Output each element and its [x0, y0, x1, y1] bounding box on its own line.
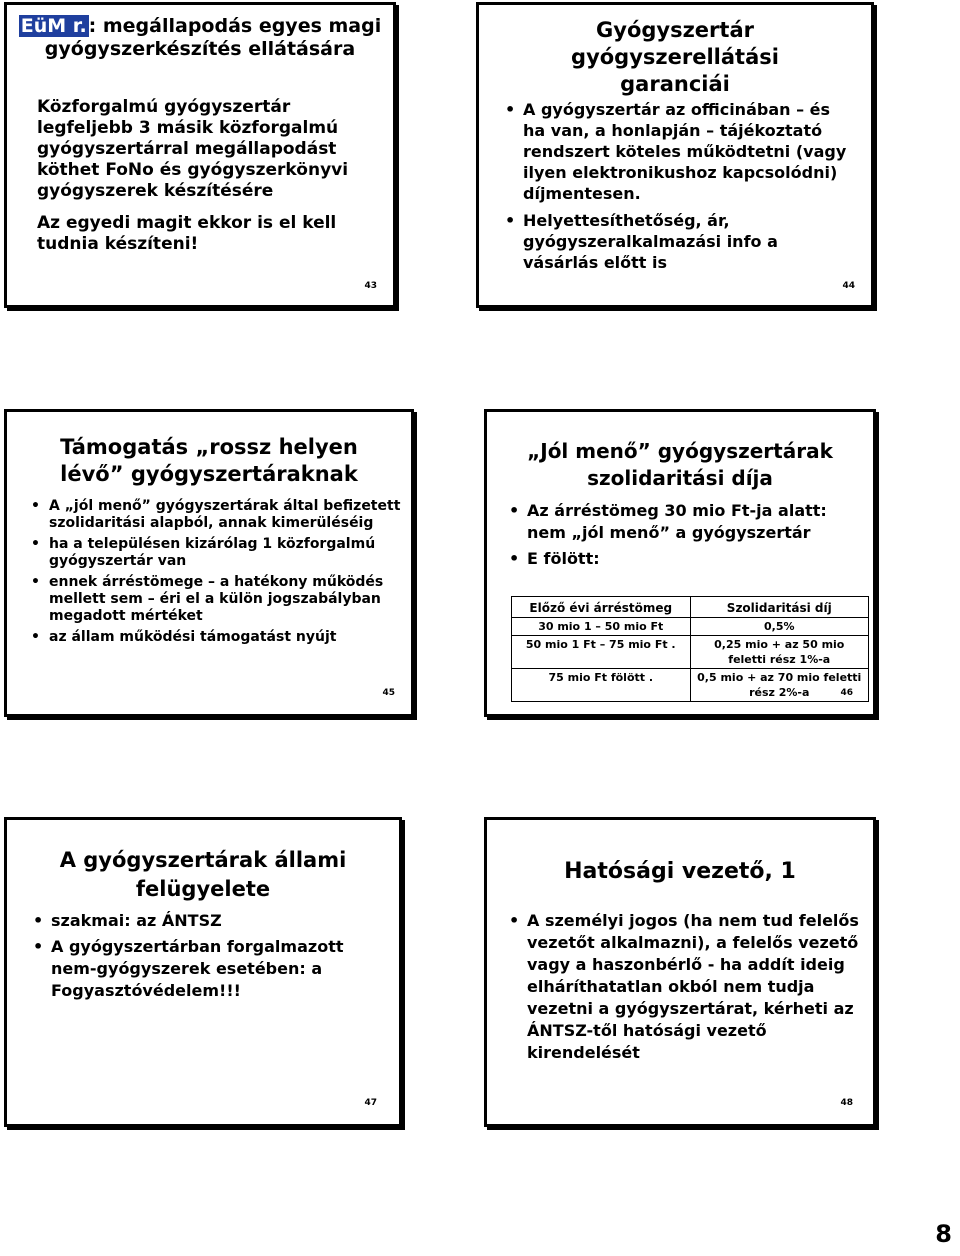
- page-number: 8: [935, 1220, 952, 1248]
- bullet-list: [505, 910, 859, 1064]
- table-row: [512, 636, 869, 669]
- slide-44: [476, 2, 874, 308]
- table-row: [512, 618, 869, 636]
- table-cell: 30 mio 1 – 50 mio Ft: [512, 618, 691, 636]
- slide-title: Támogatás „rossz helyen lévő” gyógyszertáraknak: [60, 435, 358, 486]
- slide-45: [4, 409, 414, 717]
- slide-47: [4, 817, 402, 1127]
- slide-body: Közforgalmú gyógyszertár legfeljebb 3 másik közforgalmú gyógyszertárral megállapodást köthet FoNo és gyógyszerkönyvi gyógyszerek készítésére: [37, 97, 349, 201]
- table-cell: 0,5%: [690, 618, 869, 636]
- list-item: • A gyógyszertárban forgalmazott nem-gyógyszerek esetében: a Fogyasztóvédelem!!!: [29, 936, 385, 1002]
- list-item: • szakmai: az ÁNTSZ: [29, 910, 385, 932]
- table-cell: 50 mio 1 Ft – 75 mio Ft .: [512, 636, 691, 669]
- list-item: • ennek árréstömege – a hatékony működés mellett sem – éri el a külön jogszabályban megadott mértéket: [27, 574, 401, 625]
- title-rest: : megállapodás egyes magi gyógyszerkészítés ellátására: [44, 15, 382, 60]
- slide-title: Gyógyszertár gyógyszerellátási garanciái: [571, 18, 779, 96]
- list-item: • A személyi jogos (ha nem tud felelős vezetőt alkalmazni), a felelős vezető vagy a haszonbérlő - ha addít ideig elháríthatatlan okból nem tudja vezetni a gyógyszertárat, kérheti az ÁNTSZ-től hatósági vezető kirendelését: [505, 910, 859, 1064]
- list-item: • Helyettesíthetőség, ár, gyógyszeralkalmazási info a vásárlás előtt is: [501, 210, 857, 273]
- bullet-list: [505, 500, 859, 570]
- slide-body-2: Az egyedi magit ekkor is el kell tudnia készíteni!: [37, 213, 337, 254]
- bullet-list: [29, 910, 385, 1002]
- table-row: [512, 669, 869, 702]
- list-item: • ha a településen kizárólag 1 közforgalmú gyógyszertár van: [27, 536, 401, 570]
- slide-43: [4, 2, 396, 308]
- bullet-list: [27, 498, 401, 646]
- slide-number: 43: [364, 281, 377, 291]
- list-item: • A gyógyszertár az officinában – és ha van, a honlapján – tájékoztató rendszert köteles működtetni (vagy ilyen elektronikushoz kapcsolódni) díjmentesen.: [501, 99, 857, 204]
- table-header: Előző évi árréstömeg: [512, 597, 691, 618]
- solidarity-fee-table: [511, 596, 869, 702]
- slide-number: 44: [842, 281, 855, 291]
- table-cell: 0,5 mio + az 70 mio feletti rész 2%-a: [690, 669, 869, 702]
- slide-number: 46: [840, 688, 853, 698]
- list-item: • az állam működési támogatást nyújt: [27, 629, 401, 646]
- table-header: Szolidaritási díj: [690, 597, 869, 618]
- table-header-row: [512, 597, 869, 618]
- slide-title: [7, 15, 393, 61]
- slide-title: Hatósági vezető, 1: [564, 859, 796, 884]
- table-cell: 0,25 mio + az 50 mio feletti rész 1%-a: [690, 636, 869, 669]
- list-item: • E fölött:: [505, 548, 859, 570]
- slide-number: 45: [382, 688, 395, 698]
- slide-number: 47: [364, 1098, 377, 1108]
- table-cell: 75 mio Ft fölött .: [512, 669, 691, 702]
- list-item: • Az árréstömeg 30 mio Ft-ja alatt: nem „jól menő” a gyógyszertár: [505, 500, 859, 544]
- bullet-list: [501, 99, 857, 273]
- list-item: • A „jól menő” gyógyszertárak által befizetett szolidaritási alapból, annak kimerüléséig: [27, 498, 401, 532]
- slide-46: [484, 409, 876, 717]
- title-highlight: EüM r.: [20, 15, 87, 37]
- slide-number: 48: [840, 1098, 853, 1108]
- slide-title: „Jól menő” gyógyszertárak szolidaritási díja: [527, 439, 833, 490]
- slide-title: A gyógyszertárak állami felügyelete: [59, 848, 347, 901]
- slide-48: [484, 817, 876, 1127]
